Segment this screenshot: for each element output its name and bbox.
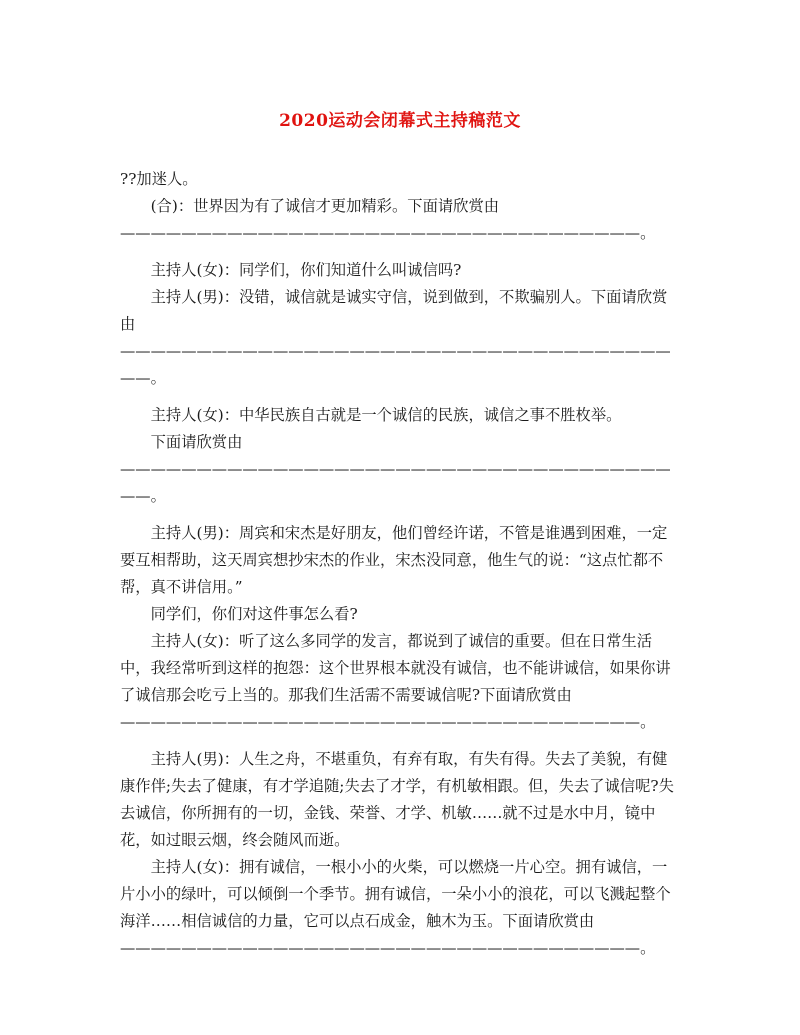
paragraph: (合)：世界因为有了诚信才更加精彩。下面请欣赏由——————————————————————————————————。: [120, 197, 656, 242]
paragraph: 主持人(男)：周宾和宋杰是好朋友，他们曾经许诺，不管是谁遇到困难，一定要互相帮助，这天周宾想抄宋杰的作业，宋杰没同意，他生气的说：“这点忙都不帮，真不讲信用。”: [120, 524, 668, 596]
paragraph: 下面请欣赏由——————————————————————————————————————。: [120, 433, 671, 505]
paragraph: 主持人(女)：同学们，你们知道什么叫诚信吗?: [150, 261, 462, 279]
document-body: [120, 166, 678, 962]
paragraph: 主持人(男)：没错，诚信就是诚实守信，说到做到，不欺骗别人。下面请欣赏由——————————————————————————————————————。: [120, 288, 671, 387]
paragraph: 主持人(女)：听了这么多同学的发言，都说到了诚信的重要。但在日常生活中，我经常听到这样的抱怨：这个世界根本就没有诚信，也不能讲诚信，如果你讲了诚信那会吃亏上当的。那我们生活需不需要诚信呢?下面请欣赏由——————————————————————————————————。: [120, 632, 671, 731]
paragraph: ??加迷人。: [120, 170, 198, 188]
paragraph: 主持人(男)：人生之舟，不堪重负，有弃有取，有失有得。失去了美貌，有健康作伴;失去了健康，有才学追随;失去了才学，有机敏相跟。但，失去了诚信呢?失去诚信，你所拥有的一切，金钱、荣誉、才学、机敏……就不过是水中月，镜中花，如过眼云烟，终会随风而逝。: [120, 750, 674, 849]
document-title: 2020运动会闭幕式主持稿范文: [279, 111, 521, 131]
paragraph: 主持人(女)：拥有诚信，一根小小的火柴，可以燃烧一片心空。拥有诚信，一片小小的绿叶，可以倾倒一个季节。拥有诚信，一朵小小的浪花，可以飞溅起整个海洋……相信诚信的力量，它可以点石成金，触木为玉。下面请欣赏由——————————————————————————————————。: [120, 858, 671, 957]
paragraph: 同学们，你们对这件事怎么看?: [150, 605, 358, 623]
paragraph: 主持人(女)：中华民族自古就是一个诚信的民族，诚信之事不胜枚举。: [150, 406, 622, 424]
